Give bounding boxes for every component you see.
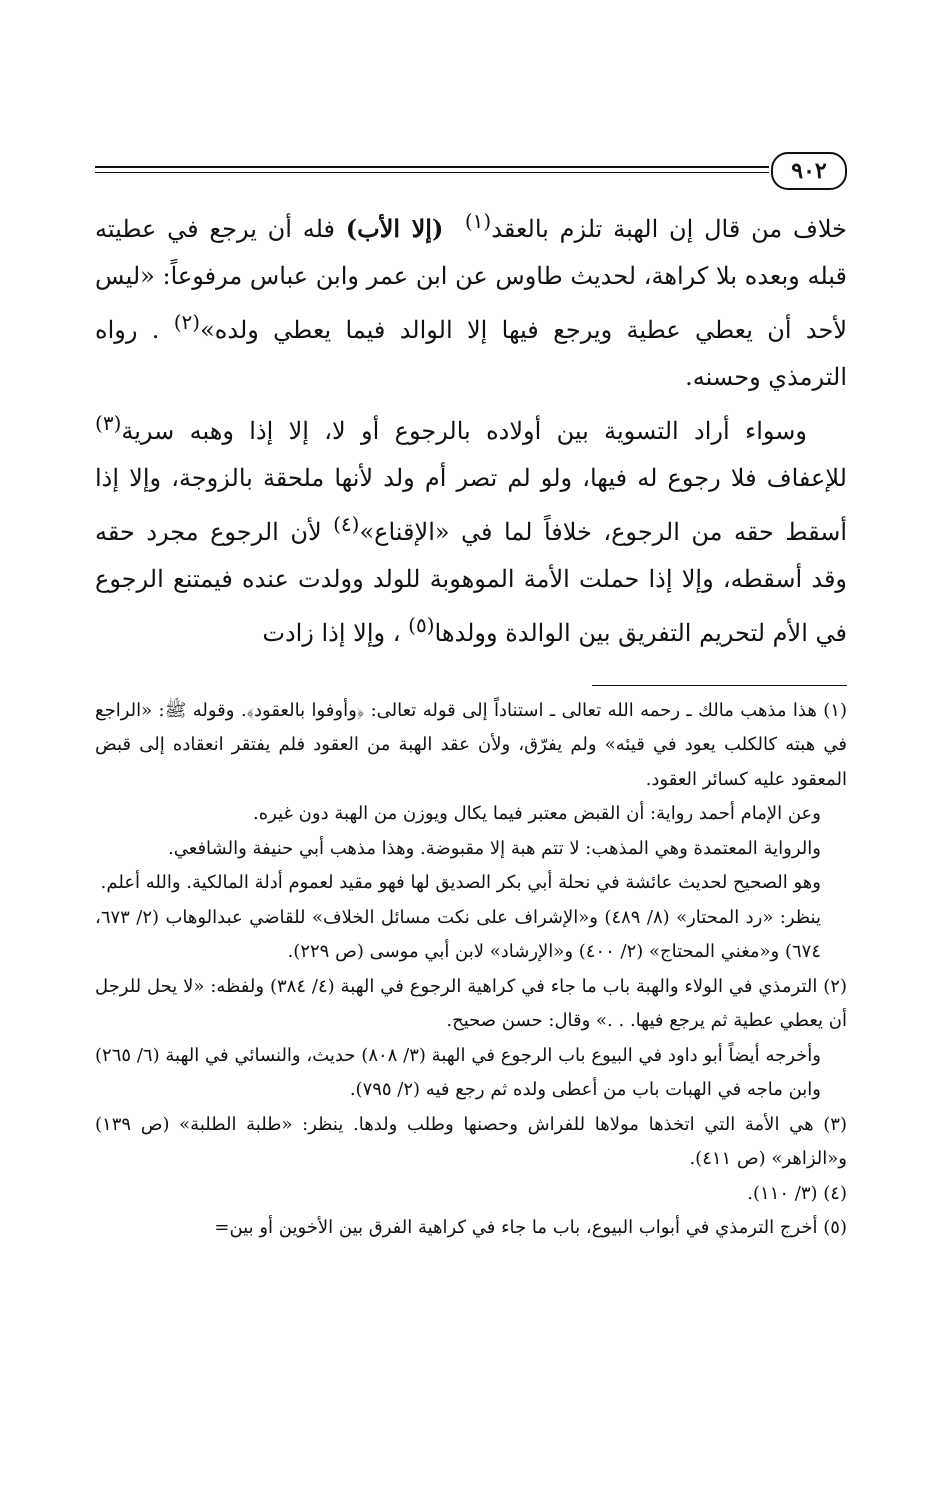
bold-term: (إلا الأب) [345, 214, 444, 243]
footnote: (٤) (٣/ ١١٠). [747, 1182, 847, 1204]
book-page [95, 150, 847, 1246]
footnote-continuation: وهو الصحيح لحديث عائشة في نحلة أبي بكر الصديق لها فهو مقيد لعموم أدلة المالكية. والله أعلم. [100, 872, 821, 893]
footnote-divider [592, 685, 847, 686]
footnote-ref[interactable]: (٤) [333, 512, 360, 536]
footnote: (٣) هي الأمة التي اتخذها مولاها للفراش وحصنها وطلب ولدها. ينظر: «طلبة الطلبة» (ص ١٣٩) و«الزاهر» (ص ٤١١). [95, 1113, 847, 1169]
footnote: (٢) الترمذي في الولاء والهبة باب ما جاء في كراهية الرجوع في الهبة (٤/ ٣٨٤) ولفظه: «لا يحل للرجل أن يعطي عطية ثم يرجع فيها. . .» وقال: حسن صحيح. [95, 975, 847, 1031]
page-number: ٩٠٢ [771, 152, 847, 190]
page-header [95, 150, 847, 190]
footnote-ref[interactable]: (١) [464, 209, 492, 233]
header-rule [95, 166, 769, 168]
footnote-continuation: وعن الإمام أحمد رواية: أن القبض معتبر فيما يكال ويوزن من الهبة دون غيره. [253, 803, 821, 824]
main-paragraph: خلاف من قال إن الهبة تلزم بالعقد$^{(١)}$ (إلا الأب) فله أن يرجع في عطيته قبله وبعده بلا كراهة، لحديث طاوس عن ابن عمر وابن عباس مرفوعاً: «ليس لأحد أن يعطي عطية ويرجع فيها إلا الوالد فيما يعطي ولده»$^{(٢)}$ . رواه الترمذي وحسنه. [95, 209, 848, 391]
footnote-continuation: والرواية المعتمدة وهي المذهب: لا تتم هبة إلا مقبوضة. وهذا مذهب أبي حنيفة والشافعي. [168, 837, 821, 859]
footnote: (١) هذا مذهب مالك ـ رحمه الله تعالى ـ استناداً إلى قوله تعالى: ﴿وأوفوا بالعقود﴾. وقوله ﷺ: «الراجع في هبته كالكلب يعود في قيئه» ولم يفرّق، ولأن عقد الهبة من العقود فلم يفتقر انعقاده إلى قبض المعقود عليه كسائر العقود. [95, 699, 847, 790]
header-rule-thin [95, 172, 769, 173]
footnotes [95, 694, 847, 1246]
footnote: (٥) أخرج الترمذي في أبواب البيوع، باب ما جاء في كراهية الفرق بين الأخوين أو بين= [214, 1217, 847, 1238]
footnote-continuation: ينظر: «رد المحتار» (٨/ ٤٨٩) و«الإشراف على نكت مسائل الخلاف» للقاضي عبدالوهاب (٢/ ٦٧٣، ٦٧٤) و«مغني المحتاج» (٢/ ٤٠٠) و«الإرشاد» لابن أبي موسى (ص ٢٢٩). [95, 906, 821, 962]
footnote-ref[interactable]: (٥) [408, 613, 435, 637]
main-text [95, 198, 847, 657]
footnote-ref[interactable]: (٣) [95, 411, 122, 435]
main-paragraph: وسواء أراد التسوية بين أولاده بالرجوع أو لا، إلا إذا وهبه سرية$^{(٣)}$ للإعفاف فلا رجوع له فيها، ولو لم تصر أم ولد لأنها ملحقة بالزوجة، وإلا إذا أسقط حقه من الرجوع، خلافاً لما في «الإقناع»$^{(٤)}$ لأن الرجوع مجرد حقه وقد أسقطه، وإلا إذا حملت الأمة الموهوبة للولد وولدت عنده فيمتنع الرجوع في الأم لتحريم التفريق بين الوالدة وولدها$^{(٥)}$ ، وإلا إذا زادت [95, 411, 848, 647]
footnote-continuation: وأخرجه أيضاً أبو داود في البيوع باب الرجوع في الهبة (٣/ ٨٠٨) حديث، والنسائي في الهبة (٦/ ٢٦٥) وابن ماجه في الهبات باب من أعطى ولده ثم رجع فيه (٢/ ٧٩٥). [95, 1044, 821, 1100]
footnote-ref[interactable]: (٢) [173, 310, 201, 334]
